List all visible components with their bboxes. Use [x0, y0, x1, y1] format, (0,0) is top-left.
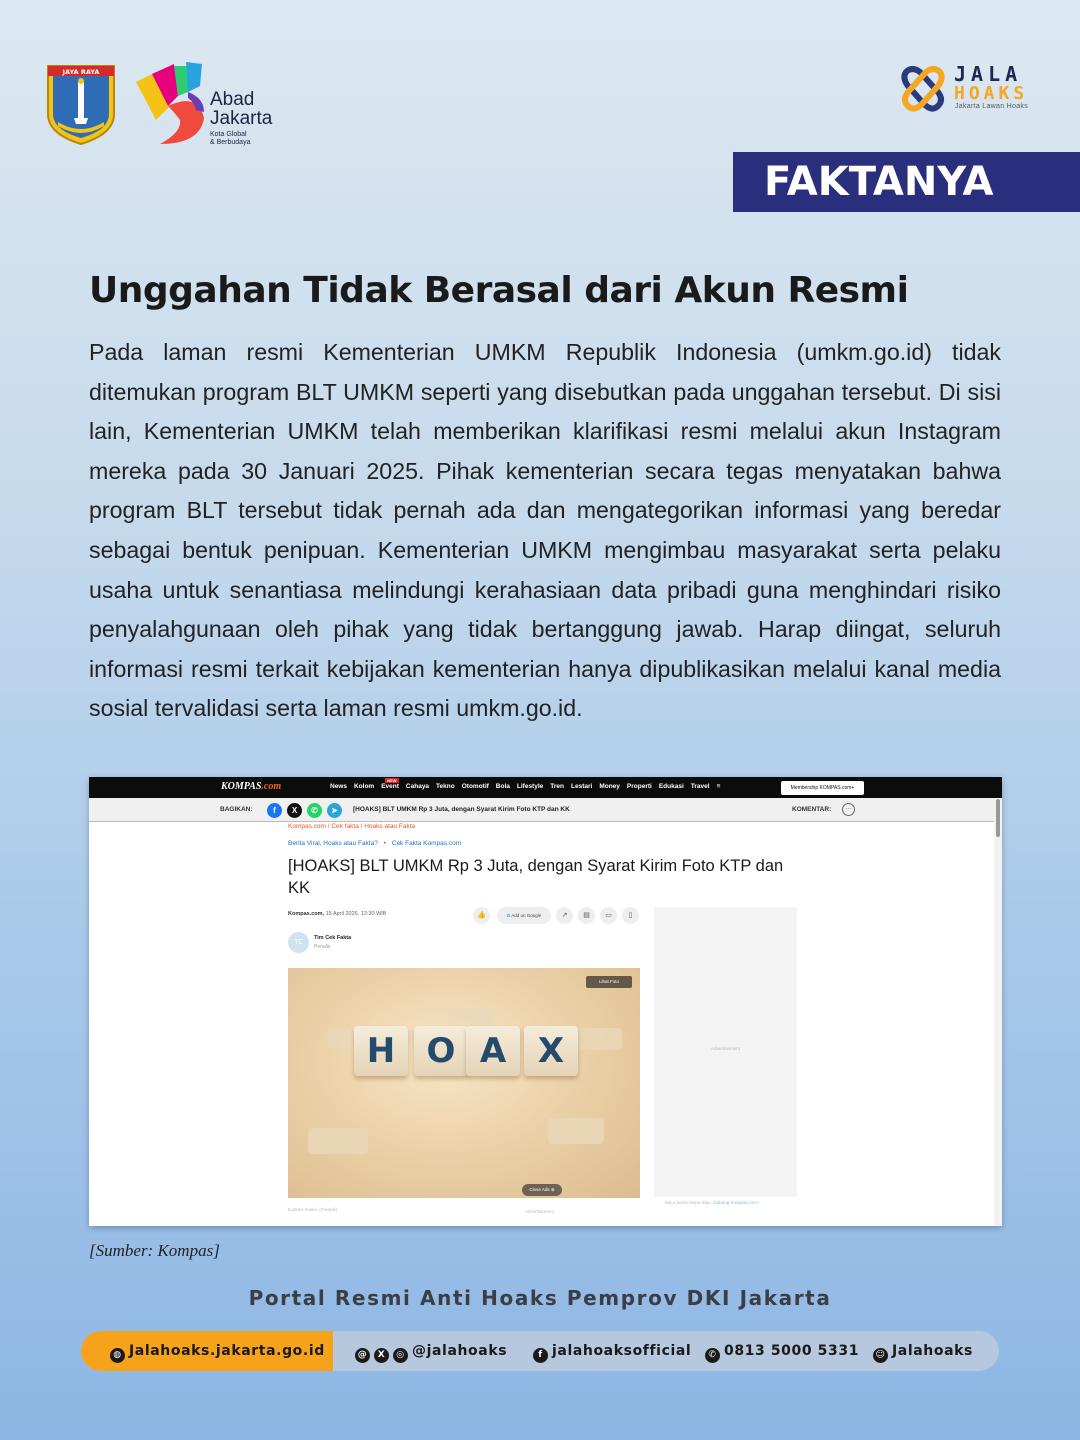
facebook-icon: f	[533, 1348, 548, 1363]
join-kompas-link[interactable]: Gabung Kompas.com+	[713, 1200, 760, 1205]
kompas-top-nav	[89, 777, 1002, 798]
like-icon[interactable]: 👍	[473, 907, 490, 924]
print-icon[interactable]: ▤	[578, 907, 595, 924]
chat-link[interactable]	[873, 1331, 973, 1371]
kompas-logo-suffix: .com	[261, 781, 282, 792]
abad-tagline-line2: & Berbudaya	[210, 139, 251, 146]
nav-item[interactable]: Properti	[626, 783, 652, 790]
share-label: BAGIKAN:	[220, 806, 253, 813]
whatsapp-text: 0813 5000 5331	[724, 1343, 860, 1359]
jala-hoaks-logo-mark	[898, 62, 948, 112]
nav-item[interactable]: Lifestyle	[516, 783, 544, 790]
nav-item[interactable]: Bola	[495, 783, 510, 790]
nav-item[interactable]: Otomotif	[461, 783, 489, 790]
blurred-tile	[578, 1028, 622, 1050]
abad-tagline-line1: Kota Global	[210, 131, 247, 138]
nav-item[interactable]: Tren	[550, 783, 564, 790]
author-name[interactable]: Tim Cek Fakta	[314, 935, 352, 941]
source-credit: [Sumber: Kompas]	[89, 1241, 220, 1260]
tag-link[interactable]: Berita Viral, Hoaks atau Fakta?	[288, 840, 378, 847]
blurred-tile	[308, 1128, 368, 1154]
seal-text: JAYA RAYA	[62, 68, 100, 76]
hoax-photo[interactable]	[288, 968, 640, 1198]
share-article-title: [HOAKS] BLT UMKM Rp 3 Juta, dengan Syarat Kirim Foto KTP dan KK	[353, 806, 570, 813]
portal-title: Portal Resmi Anti Hoaks Pemprov DKI Jakarta	[248, 1286, 832, 1310]
faktanya-badge: FAKTANYA	[733, 152, 1080, 212]
nav-item-label: Event	[381, 783, 399, 790]
add-on-google-button[interactable]: G Add on Google	[497, 907, 551, 924]
menu-icon[interactable]: ≡	[716, 783, 721, 790]
social-handle[interactable]	[355, 1331, 507, 1371]
letter-tile: X	[524, 1026, 578, 1076]
letter-tile: H	[354, 1026, 408, 1076]
nav-item[interactable]: Edukasi	[658, 783, 684, 790]
article-body: Pada laman resmi Kementerian UMKM Republik Indonesia (umkm.go.id) tidak ditemukan program BLT UMKM seperti yang disebutkan pada unggahan tersebut. Di sisi lain, Kementerian UMKM telah memberikan klarifikasi resmi melalui akun Instagram mereka pada 30 Januari 2025. Pihak kementerian secara tegas menyatakan bahwa program BLT tersebut tidak pernah ada dan mengategorikan informasi yang beredar sebagai bentuk penipuan. Kementerian UMKM mengimbau masyarakat serta pelaku usaha untuk senantiasa melindungi kerahasiaan data pribadi guna menghindari risiko penyalahgunaan oleh pihak yang tidak bertanggung jawab. Harap diingat, seluruh informasi resmi terkait kebijakan kementerian hanya dipublikasikan melalui kanal media sosial tervalidasi serta laman resmi umkm.go.id.	[89, 339, 1001, 722]
side-advertisement[interactable]	[654, 907, 797, 1197]
telegram-share-icon[interactable]: ➤	[327, 803, 342, 818]
lihat-foto-button[interactable]: Lihat Foto	[586, 976, 632, 988]
nav-item[interactable]: Tekno	[436, 783, 455, 790]
abad-title-line2: Jakarta	[210, 108, 273, 129]
meta-date: 15 April 2026, 12:30 WIB	[325, 911, 387, 917]
whatsapp-link[interactable]	[705, 1331, 859, 1371]
komentar-label: KOMENTAR:	[792, 806, 832, 813]
article-headline: [HOAKS] BLT UMKM Rp 3 Juta, dengan Syarat Kirim Foto KTP dan KK	[288, 857, 784, 897]
chat-icon: ☺	[873, 1348, 888, 1363]
bookmark-icon[interactable]: ▯	[622, 907, 639, 924]
social-handle-text: @jalahoaks	[412, 1343, 508, 1359]
nav-item[interactable]: Money	[599, 783, 620, 790]
tag-link[interactable]: Cek Fakta Kompas.com	[391, 840, 462, 847]
breadcrumb[interactable]: Kompas.com / Cek fakta / Hoaks atau Fakta	[288, 823, 416, 830]
author-avatar: TC	[288, 932, 309, 953]
meta-source: Kompas.com,	[288, 911, 325, 917]
kompas-logo-main: KOMPAS	[221, 781, 262, 792]
x-icon: X	[374, 1348, 389, 1363]
website-link[interactable]	[110, 1331, 325, 1371]
kompas-logo[interactable]	[221, 781, 281, 792]
scrollbar-thumb[interactable]	[996, 799, 1000, 837]
nav-item[interactable]: Lestari	[571, 783, 593, 790]
nav-item[interactable]: Travel	[690, 783, 710, 790]
facebook-text: jalahoaksofficial	[552, 1343, 692, 1359]
add-google-label: Add on Google	[511, 913, 542, 918]
article-title: Unggahan Tidak Berasal dari Akun Resmi	[89, 270, 909, 311]
contact-footer-bar	[81, 1331, 999, 1371]
jala-word: JALA	[954, 62, 1023, 86]
abad-jakarta-wordmark	[210, 90, 272, 147]
article-meta	[288, 911, 386, 917]
blurred-tile	[448, 1008, 494, 1026]
facebook-share-icon[interactable]: f	[267, 803, 282, 818]
blurred-tile	[548, 1118, 604, 1144]
hoaks-word: HOAKS	[954, 83, 1029, 104]
dki-jakarta-seal	[44, 62, 118, 146]
new-tag: NEW	[387, 778, 397, 783]
author-role: Penulis	[314, 944, 331, 950]
kompas-nav-items	[330, 778, 721, 790]
whatsapp-share-icon[interactable]: ✆	[307, 803, 322, 818]
nav-item-event[interactable]	[381, 778, 399, 790]
letter-tile: A	[466, 1026, 520, 1076]
comment-bubble-icon[interactable]: ▭	[600, 907, 617, 924]
comment-icon[interactable]: ···	[842, 803, 855, 816]
kompas-article-screenshot	[89, 777, 1002, 1226]
photo-caption: Ilustrasi hoaks. (Freepik)	[288, 1207, 338, 1212]
threads-icon: @	[355, 1348, 370, 1363]
jala-tagline: Jakarta Lawan Hoaks	[955, 103, 1029, 110]
share-bar	[89, 798, 1002, 822]
side-ad-note	[665, 1200, 759, 1205]
share-icon[interactable]: ↗	[556, 907, 573, 924]
website-text: Jalahoaks.jakarta.go.id	[129, 1343, 325, 1359]
scrollbar-track[interactable]	[994, 798, 1002, 1226]
nav-item[interactable]: News	[330, 783, 347, 790]
letter-tile: O	[414, 1026, 468, 1076]
article-tags	[288, 840, 461, 847]
instagram-icon: ◎	[393, 1348, 408, 1363]
facebook-link[interactable]	[533, 1331, 691, 1371]
abad-title-line1: Abad	[210, 89, 255, 110]
ad-label: Advertisement	[711, 1046, 740, 1051]
membership-button[interactable]: Membership KOMPAS.com+	[781, 781, 864, 795]
globe-icon: ◍	[110, 1348, 125, 1363]
whatsapp-icon: ✆	[705, 1348, 720, 1363]
side-note-text: Baca berita tanpa iklan.	[665, 1200, 713, 1205]
nav-item[interactable]: Cahaya	[405, 783, 430, 790]
x-share-icon[interactable]: X	[287, 803, 302, 818]
nav-item[interactable]: Kolom	[353, 783, 375, 790]
chat-text: Jalahoaks	[892, 1343, 973, 1359]
ad-label-bottom: Advertisement	[525, 1209, 554, 1214]
tag-separator: •	[383, 840, 386, 847]
close-ads-button[interactable]: Close Ads ⊗	[522, 1184, 562, 1196]
